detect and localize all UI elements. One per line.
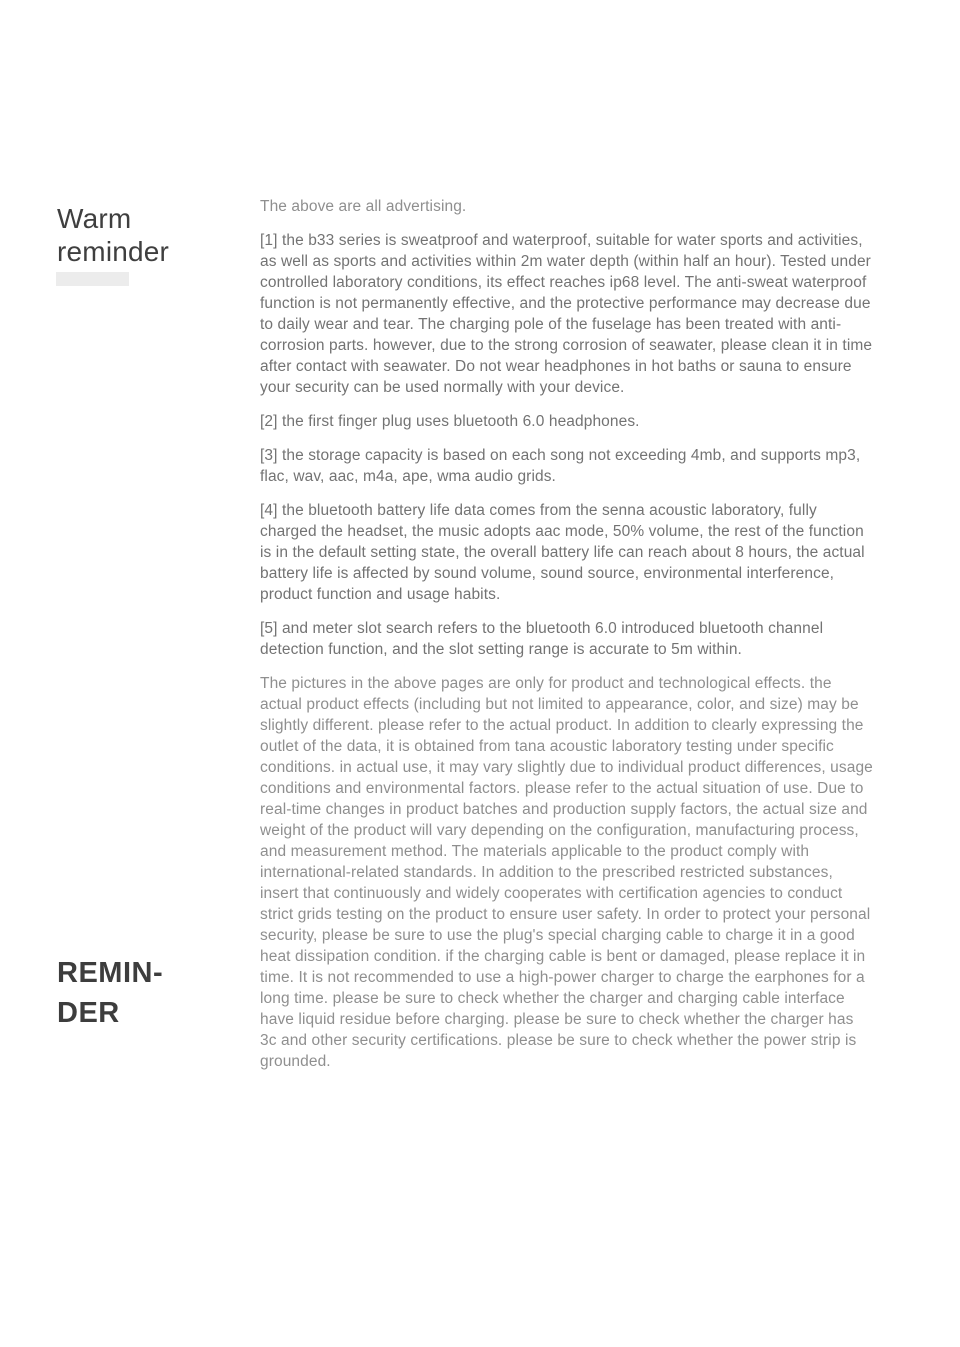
note-1-waterproof: [1] the b33 series is sweatproof and waterproof, suitable for water sports and activities, as well as sports and activities within 2m water depth (within half an hour). Tested under controlled laboratory conditions, its effect reaches ip68 level. The anti-sweat waterproof function is not permanently effective, and the protective performance may decrease due to daily wear and tear. The charging pole of the fuselage has been treated with anti-corrosion parts. however, due to the strong corrosion of seawater, please clean it in time after contact with seawater. Do not wear headphones in hot baths or sauna to ensure your security can be used normally with your device. [260,232,873,396]
reminder-heading [57,953,217,1033]
note-4-battery-life: [4] the bluetooth battery life data comes from the senna acoustic laboratory, fully charged the headset, the music adopts aac mode, 50% volume, the rest of the function is in the default setting state, the overall battery life can reach about 8 hours, the actual battery life is affected by sound volume, sound source, environmental interference, product function and usage habits. [260,502,865,603]
heading-underline-bar [56,272,129,286]
reminder-content-column [260,196,874,1085]
note-5-slot-search: [5] and meter slot search refers to the bluetooth 6.0 introduced bluetooth channel detection function, and the slot setting range is accurate to 5m within. [260,620,824,658]
legal-disclaimer-paragraph: The pictures in the above pages are only for product and technological effects. the actual product effects (including but not limited to appearance, color, and size) may be slightly different. please refer to the actual product. In addition to clearly expressing the outlet of the data, it is obtained from tana acoustic laboratory testing under specific conditions. in actual use, it may vary slightly due to individual product differences, usage conditions and environmental factors. please refer to the actual situation of use. Due to real-time changes in product batches and production supply factors, the actual size and weight of the product will vary depending on the configuration, manufacturing process, and measurement method. The materials applicable to the product comply with international-related standards. In addition to the prescribed restricted substances, insert that continuously and widely cooperates with certification agencies to conduct strict grids testing on the product to ensure user safety. In order to protect your personal security, please be sure to use the plug's special charging cable to charge it in a good heat dissipation condition. if the charging cable is bent or damaged, please replace it in time. It is not recommended to use a high-power charger to charge the earphones for a long time. please be sure to check whether the charger and charging cable interface have liquid residue before charging. please be sure to check whether the charger has 3c and other security certifications. please be sure to check whether the power strip is grounded. [260,675,873,1070]
warm-reminder-heading: Warm reminder [57,203,170,267]
advertising-disclaimer-line: The above are all advertising. [260,198,467,215]
reminder-heading-line2: DER [57,997,120,1029]
reminder-heading-line1: REMIN- [57,957,164,989]
note-3-storage: [3] the storage capacity is based on each song not exceeding 4mb, and supports mp3, flac, wav, aac, m4a, ape, wma audio grids. [260,447,861,485]
note-2-bluetooth: [2] the first finger plug uses bluetooth 6.0 headphones. [260,413,640,430]
